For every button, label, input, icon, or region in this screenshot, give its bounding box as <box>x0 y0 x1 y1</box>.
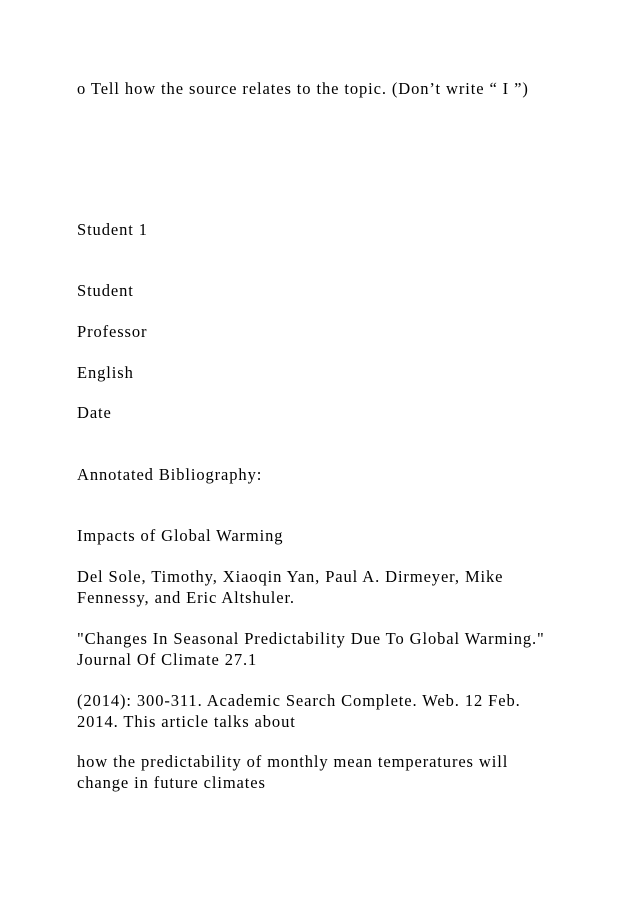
entry-authors-line-1: Del Sole, Timothy, Xiaoqin Yan, Paul A. Dirmeyer, Mike <box>77 567 504 586</box>
entry-title-line-2: Journal Of Climate 27.1 <box>77 650 258 669</box>
date-label: Date <box>77 403 112 422</box>
course-name: English <box>77 363 134 382</box>
entry-authors-line-2: Fennessy, and Eric Altshuler. <box>77 588 295 607</box>
section-title: Annotated Bibliography: <box>77 465 263 484</box>
entry-title-line-1: "Changes In Seasonal Predictability Due To Global Warming." <box>77 629 545 648</box>
instruction-text: o Tell how the source relates to the topic. (Don’t write “ I ”) <box>77 79 529 98</box>
entry-annotation-line-2: change in future climates <box>77 773 266 792</box>
entry-publication-line-2: 2014. This article talks about <box>77 712 296 731</box>
entry-annotation-line-1: how the predictability of monthly mean temperatures will <box>77 752 509 771</box>
topic-title: Impacts of Global Warming <box>77 526 284 545</box>
entry-publication-line-1: (2014): 300-311. Academic Search Complete. Web. 12 Feb. <box>77 691 521 710</box>
professor-name: Professor <box>77 322 148 341</box>
page-header-label: Student 1 <box>77 220 148 239</box>
student-name: Student <box>77 281 134 300</box>
